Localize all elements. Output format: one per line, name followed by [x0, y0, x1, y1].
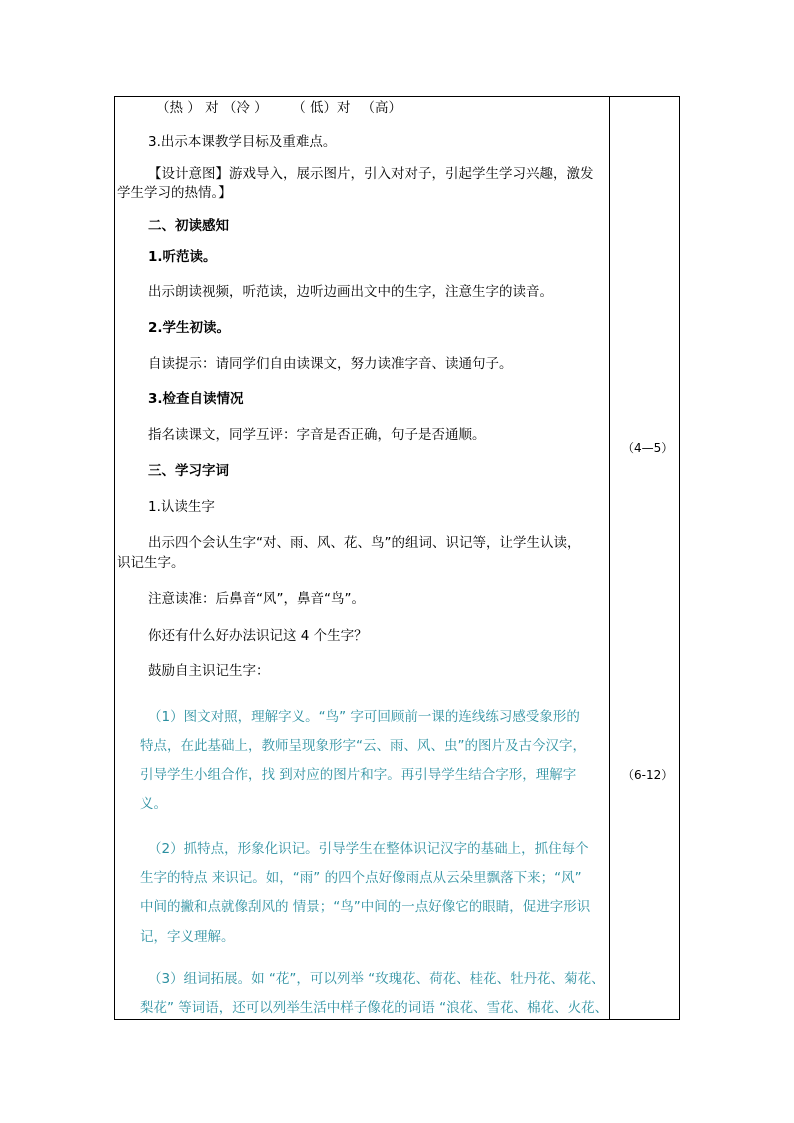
recognize-text-line-2: 识记生字。 — [117, 555, 185, 571]
design-intent-line-2: 学生学习的热情。】 — [117, 185, 232, 201]
sub-heading-check-reading: 3.检查自读情况 — [148, 391, 244, 407]
method-2-line-1: （2）抓特点，形象化识记。引导学生在整体识记汉字的基础上，抓住每个 — [148, 841, 589, 857]
section-heading-vocabulary: 三、学习字词 — [148, 463, 229, 479]
time-note-vocabulary: （6-12） — [622, 768, 674, 782]
method-1-line-1: （1）图文对照，理解字义。“鸟” 字可回顾前一课的连线练习感受象形的 — [148, 709, 580, 725]
check-reading-text: 指名读课文，同学互评：字音是否正确，句子是否通顺。 — [148, 427, 486, 443]
column-divider — [609, 96, 610, 1020]
encourage-self-memorize: 鼓励自主识记生字： — [148, 663, 270, 679]
sub-heading-listen: 1.听范读。 — [148, 249, 217, 265]
antonym-pairs: （热 ） 对 （冷 ） （ 低）对 （高） — [156, 100, 403, 116]
method-1-line-4: 义。 — [140, 796, 167, 812]
self-reading-tip: 自读提示：请同学们自由读课文，努力读准字音、读通句子。 — [148, 356, 513, 372]
question-memorize: 你还有什么好办法识记这 4 个生字？ — [148, 628, 368, 644]
listen-instruction: 出示朗读视频，听范读，边听边画出文中的生字，注意生字的读音。 — [148, 284, 553, 300]
method-3-line-1: （3）组词拓展。如 “花”，可以列举 “玫瑰花、荷花、桂花、牡丹花、菊花、 — [148, 971, 605, 987]
method-3-line-2: 梨花” 等词语，还可以列举生活中样子像花的词语 “浪花、雪花、棉花、火花、 — [140, 1000, 609, 1016]
design-intent-line-1: 【设计意图】游戏导入，展示图片，引入对对子，引起学生学习兴趣，激发 — [148, 166, 594, 182]
section-heading-first-reading: 二、初读感知 — [148, 218, 229, 234]
method-2-line-4: 记，字义理解。 — [140, 929, 235, 945]
method-2-line-3: 中间的撇和点就像刮风的 情景；“鸟”中间的一点好像它的眼睛，促进字形识 — [140, 899, 591, 915]
time-note-first-reading: （4—5） — [622, 441, 674, 455]
sub-heading-recognize: 1.认读生字 — [148, 499, 215, 515]
method-1-line-2: 特点，在此基础上，教师呈现象形字“云、雨、风、虫”的图片及古今汉字， — [140, 738, 586, 754]
step-show-objectives: 3.出示本课教学目标及重难点。 — [148, 134, 337, 150]
method-2-line-2: 生字的特点 来识记。如，“雨” 的四个点好像雨点从云朵里飘落下来；“风” — [140, 870, 582, 886]
pronunciation-note: 注意读准：后鼻音“风”，鼻音“鸟”。 — [148, 591, 365, 607]
recognize-text-line-1: 出示四个会认生字“对、雨、风、花、鸟”的组词、识记等，让学生认读， — [148, 535, 581, 551]
sub-heading-student-reading: 2.学生初读。 — [148, 320, 231, 336]
method-1-line-3: 引导学生小组合作，找 到对应的图片和字。再引导学生结合字形，理解字 — [140, 767, 577, 783]
